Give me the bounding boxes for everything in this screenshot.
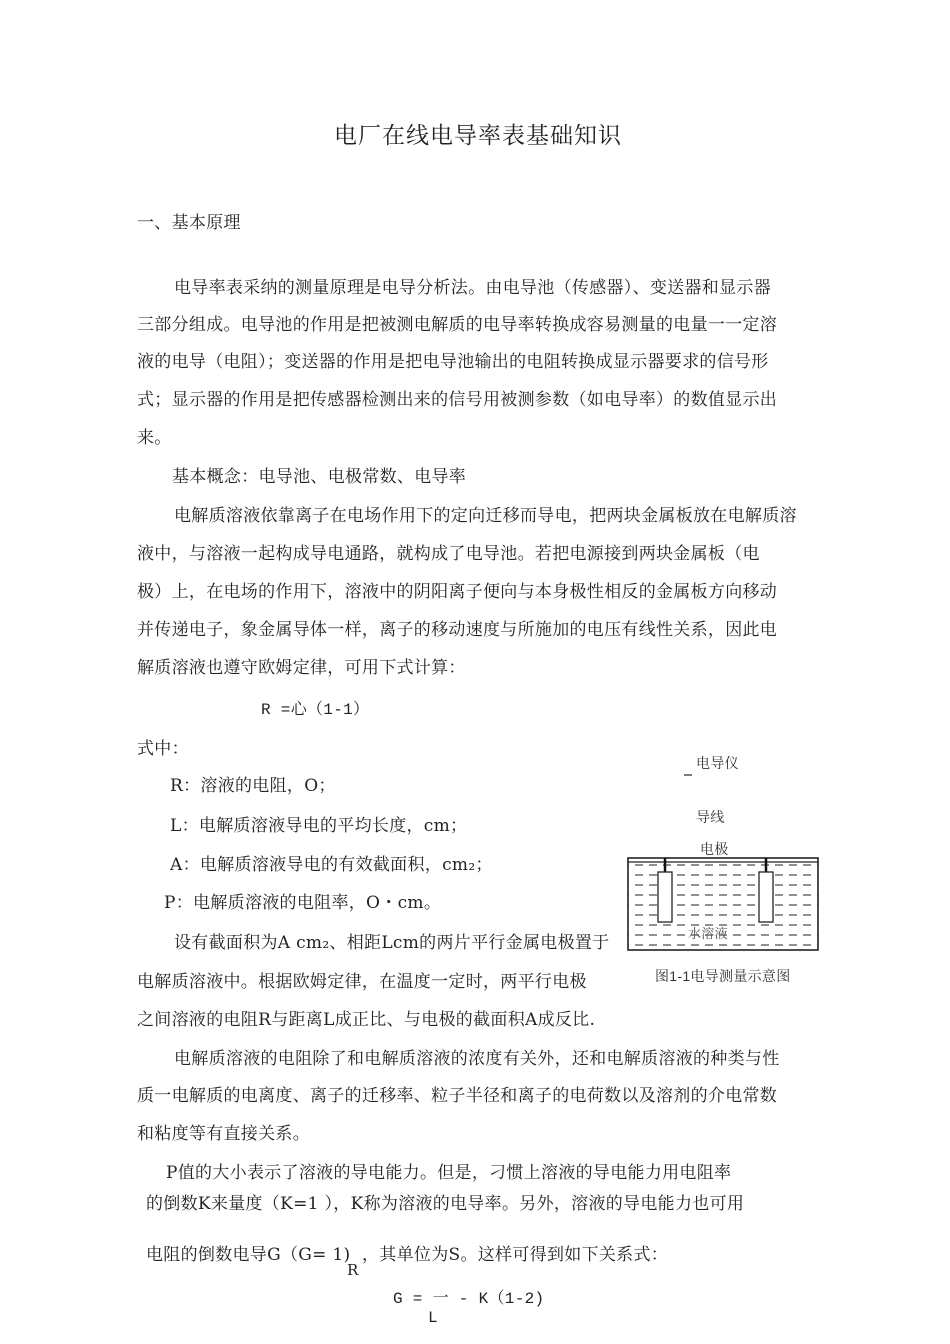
paragraph-1-line: 液的电导（电阻）；变送器的作用是把电导池输出的电阻转换成显示器要求的信号形: [137, 352, 769, 372]
paragraph-5-line: 电阻的倒数电导G（G= 1): [146, 1245, 351, 1265]
definition-item: A：电解质溶液导电的有效截面积，cm₂；: [170, 855, 493, 875]
formula-1: R =心（1-1）: [261, 701, 370, 719]
figure-label-wire: 导线: [696, 809, 725, 825]
page-title: 电厂在线电导率表基础知识: [334, 123, 622, 149]
paragraph-4-line: 质一电解质的电离度、离子的迁移率、粒子半径和离子的电荷数以及溶剂的介电常数: [137, 1086, 778, 1106]
paragraph-3-line: 设有截面积为A cm₂、相距Lcm的两片平行金属电极置于: [174, 933, 610, 953]
figure-label-meter: 电导仪: [696, 755, 739, 771]
paragraph-3-line: 之间溶液的电阻R与距离L成正比、与电极的截面积A成反比.: [137, 1010, 596, 1030]
where-label: 式中：: [137, 739, 189, 759]
section-heading: 一、基本原理: [137, 213, 241, 233]
figure-label-solution: 水溶液: [688, 926, 728, 941]
paragraph-1-line: 来。: [137, 428, 172, 448]
formula-2-denominator: L: [428, 1309, 438, 1327]
figure-label-electrode: 电极: [700, 841, 729, 857]
paragraph-1-line: 三部分组成。电导池的作用是把被测电解质的电导率转换成容易测量的电量一一定溶: [137, 315, 778, 335]
paragraph-2-line: 解质溶液也遵守欧姆定律，可用下式计算：: [137, 658, 466, 678]
paragraph-5-line: 的倒数K来量度（K=1 ），K称为溶液的电导率。另外，溶液的导电能力也可用: [146, 1194, 745, 1214]
paragraph-1-line: 式；显示器的作用是把传感器检测出来的信号用被测参数（如电导率）的数值显示出: [137, 390, 778, 410]
figure-caption: 图1-1电导测量示意图: [655, 968, 791, 984]
paragraph-1-line: 电导率表采纳的测量原理是电导分析法。由电导池（传感器）、变送器和显示器: [174, 278, 771, 298]
fraction-denominator: R: [347, 1261, 359, 1279]
definition-item: P：电解质溶液的电阻率，O・cm。: [164, 893, 442, 913]
electrode-left: [658, 872, 672, 922]
paragraph-3-line: 电解质溶液中。根据欧姆定律，在温度一定时，两平行电极: [137, 972, 587, 992]
paragraph-2-line: 并传递电子，象金属导体一样，离子的移动速度与所施加的电压有线性关系，因此电: [137, 620, 778, 640]
electrode-right: [759, 872, 773, 922]
paragraph-2-line: 液中，与溶液一起构成导电通路，就构成了电导池。若把电源接到两块金属板（电: [137, 544, 760, 564]
paragraph-5-line: P值的大小表示了溶液的导电能力。但是，刁惯上溶液的导电能力用电阻率: [166, 1163, 732, 1183]
paragraph-4-line: 和粘度等有直接关系。: [137, 1124, 310, 1144]
definition-item: R：溶液的电阻，O；: [170, 776, 336, 796]
paragraph-4-line: 电解质溶液的电阻除了和电解质溶液的浓度有关外，还和电解质溶液的种类与性: [174, 1049, 780, 1069]
definition-item: L：电解质溶液导电的平均长度，cm；: [170, 816, 468, 836]
formula-2: G = 一 - K（1-2): [393, 1290, 545, 1308]
paragraph-5-line: ，其单位为S。这样可得到如下关系式：: [362, 1245, 669, 1265]
basic-concepts: 基本概念：电导池、电极常数、电导率: [172, 467, 467, 487]
paragraph-2-line: 极）上，在电场的作用下，溶液中的阴阳离子便向与本身极性相反的金属板方向移动: [137, 582, 778, 602]
paragraph-2-line: 电解质溶液依靠离子在电场作用下的定向迁移而导电，把两块金属板放在电解质溶: [174, 506, 797, 526]
